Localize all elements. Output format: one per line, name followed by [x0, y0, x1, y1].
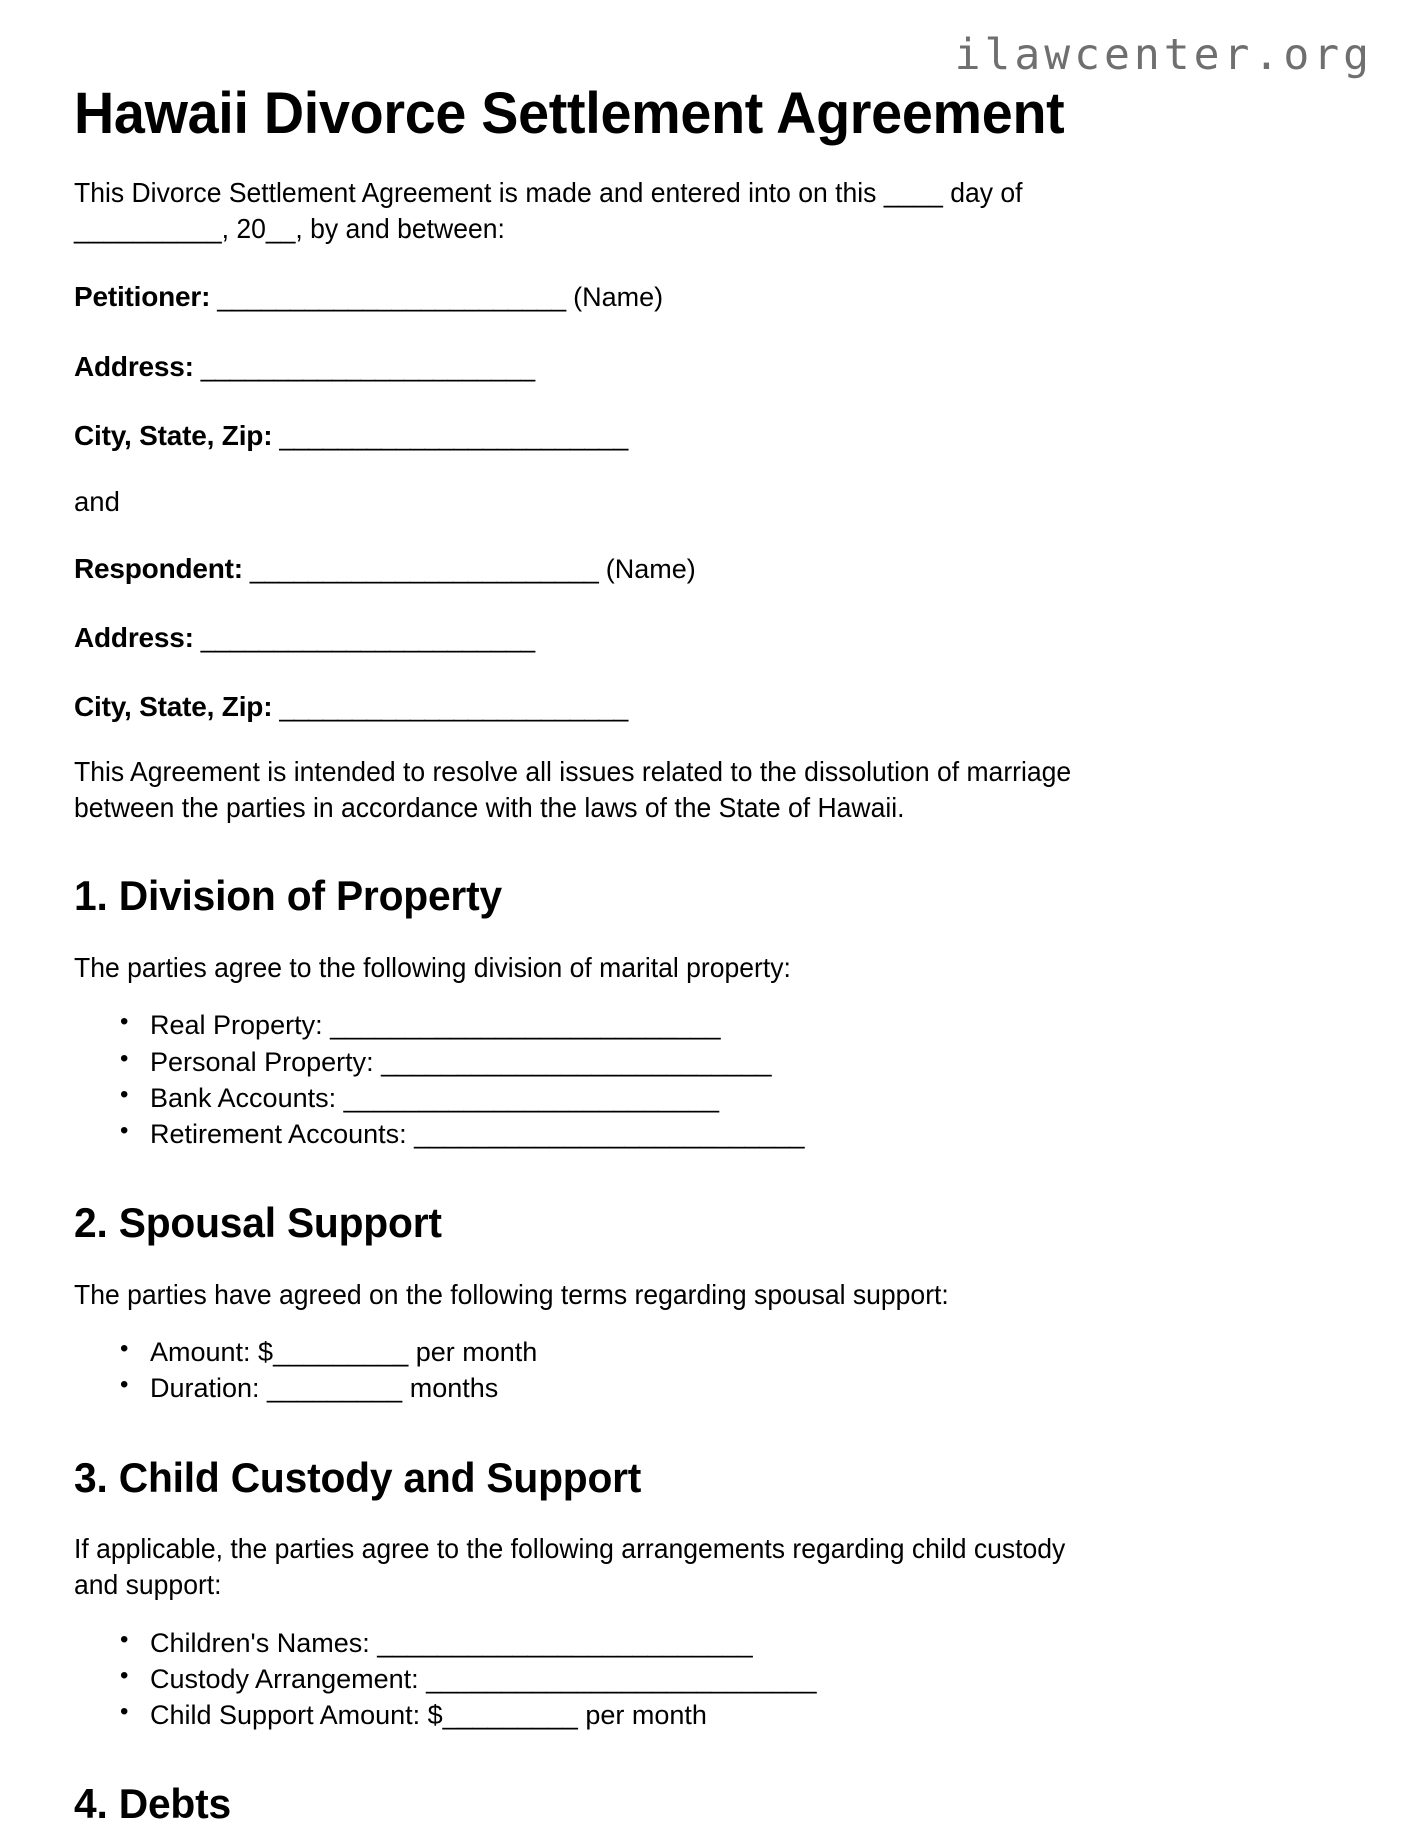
- section-heading-spousal-support: 2. Spousal Support: [74, 1199, 442, 1247]
- section-heading-division-of-property: 1. Division of Property: [74, 872, 502, 920]
- list-item[interactable]: • Retirement Accounts: __________________________: [150, 1116, 1339, 1152]
- intro-paragraph: This Divorce Settlement Agreement is made and entered into on this ____ day of __________, 20__, by and between:: [74, 176, 1023, 244]
- respondent-city-state-zip-label: City, State, Zip:: [74, 691, 273, 723]
- petitioner-name-field: [74, 279, 1339, 315]
- list-item[interactable]: • Duration: _________ months: [150, 1370, 1339, 1406]
- list-item[interactable]: • Bank Accounts: _________________________: [150, 1080, 1339, 1116]
- section-intro-spousal-support: The parties have agreed on the following terms regarding spousal support:: [74, 1278, 949, 1310]
- respondent-name-hint: (Name): [598, 553, 696, 584]
- page-title: Hawaii Divorce Settlement Agreement: [74, 81, 1065, 146]
- petitioner-address-field: [74, 349, 1339, 385]
- division-of-property-list: [74, 1007, 1339, 1152]
- petitioner-city-state-zip-label: City, State, Zip:: [74, 420, 273, 452]
- child-custody-and-support-list: [74, 1625, 1339, 1734]
- list-item[interactable]: • Custody Arrangement: __________________________: [150, 1661, 1339, 1697]
- petitioner-city-state-zip-field: [74, 418, 1339, 454]
- petitioner-name-blank[interactable]: ________________________: [210, 282, 566, 313]
- purpose-paragraph: This Agreement is intended to resolve all issues related to the dissolution of marriage between the parties in accordance with the laws of the State of Hawaii.: [74, 755, 1072, 823]
- list-item[interactable]: • Children's Names: _________________________: [150, 1625, 1339, 1661]
- spousal-support-list: [74, 1334, 1339, 1406]
- respondent-address-label: Address:: [74, 622, 194, 654]
- respondent-city-state-zip-field: [74, 689, 1339, 725]
- list-item[interactable]: • Amount: $_________ per month: [150, 1334, 1339, 1370]
- petitioner-address-blank[interactable]: _______________________: [193, 351, 535, 382]
- section-heading-debts: 4. Debts: [74, 1780, 231, 1828]
- petitioner-name-hint: (Name): [565, 282, 664, 313]
- section-heading-child-custody-and-support: 3. Child Custody and Support: [74, 1453, 642, 1501]
- respondent-name-blank[interactable]: ________________________: [242, 553, 599, 584]
- respondent-address-field: [74, 620, 1339, 656]
- petitioner-name-label: Petitioner:: [74, 281, 211, 313]
- list-item[interactable]: • Personal Property: __________________________: [150, 1044, 1339, 1080]
- respondent-city-state-zip-blank[interactable]: ________________________: [272, 692, 628, 723]
- list-item[interactable]: • Child Support Amount: $_________ per month: [150, 1697, 1339, 1733]
- conjunction-and: and: [74, 485, 120, 517]
- list-item[interactable]: • Real Property: __________________________: [150, 1007, 1339, 1043]
- petitioner-address-label: Address:: [74, 350, 194, 382]
- respondent-name-field: [74, 551, 1339, 587]
- section-intro-child-custody-and-support: If applicable, the parties agree to the following arrangements regarding child custody and support:: [74, 1533, 1066, 1600]
- respondent-name-label: Respondent:: [74, 552, 243, 584]
- site-watermark: ilawcenter.org: [954, 30, 1373, 80]
- petitioner-city-state-zip-blank[interactable]: ________________________: [272, 421, 628, 452]
- section-intro-division-of-property: The parties agree to the following division of marital property:: [74, 951, 791, 983]
- respondent-address-blank[interactable]: _______________________: [193, 623, 535, 654]
